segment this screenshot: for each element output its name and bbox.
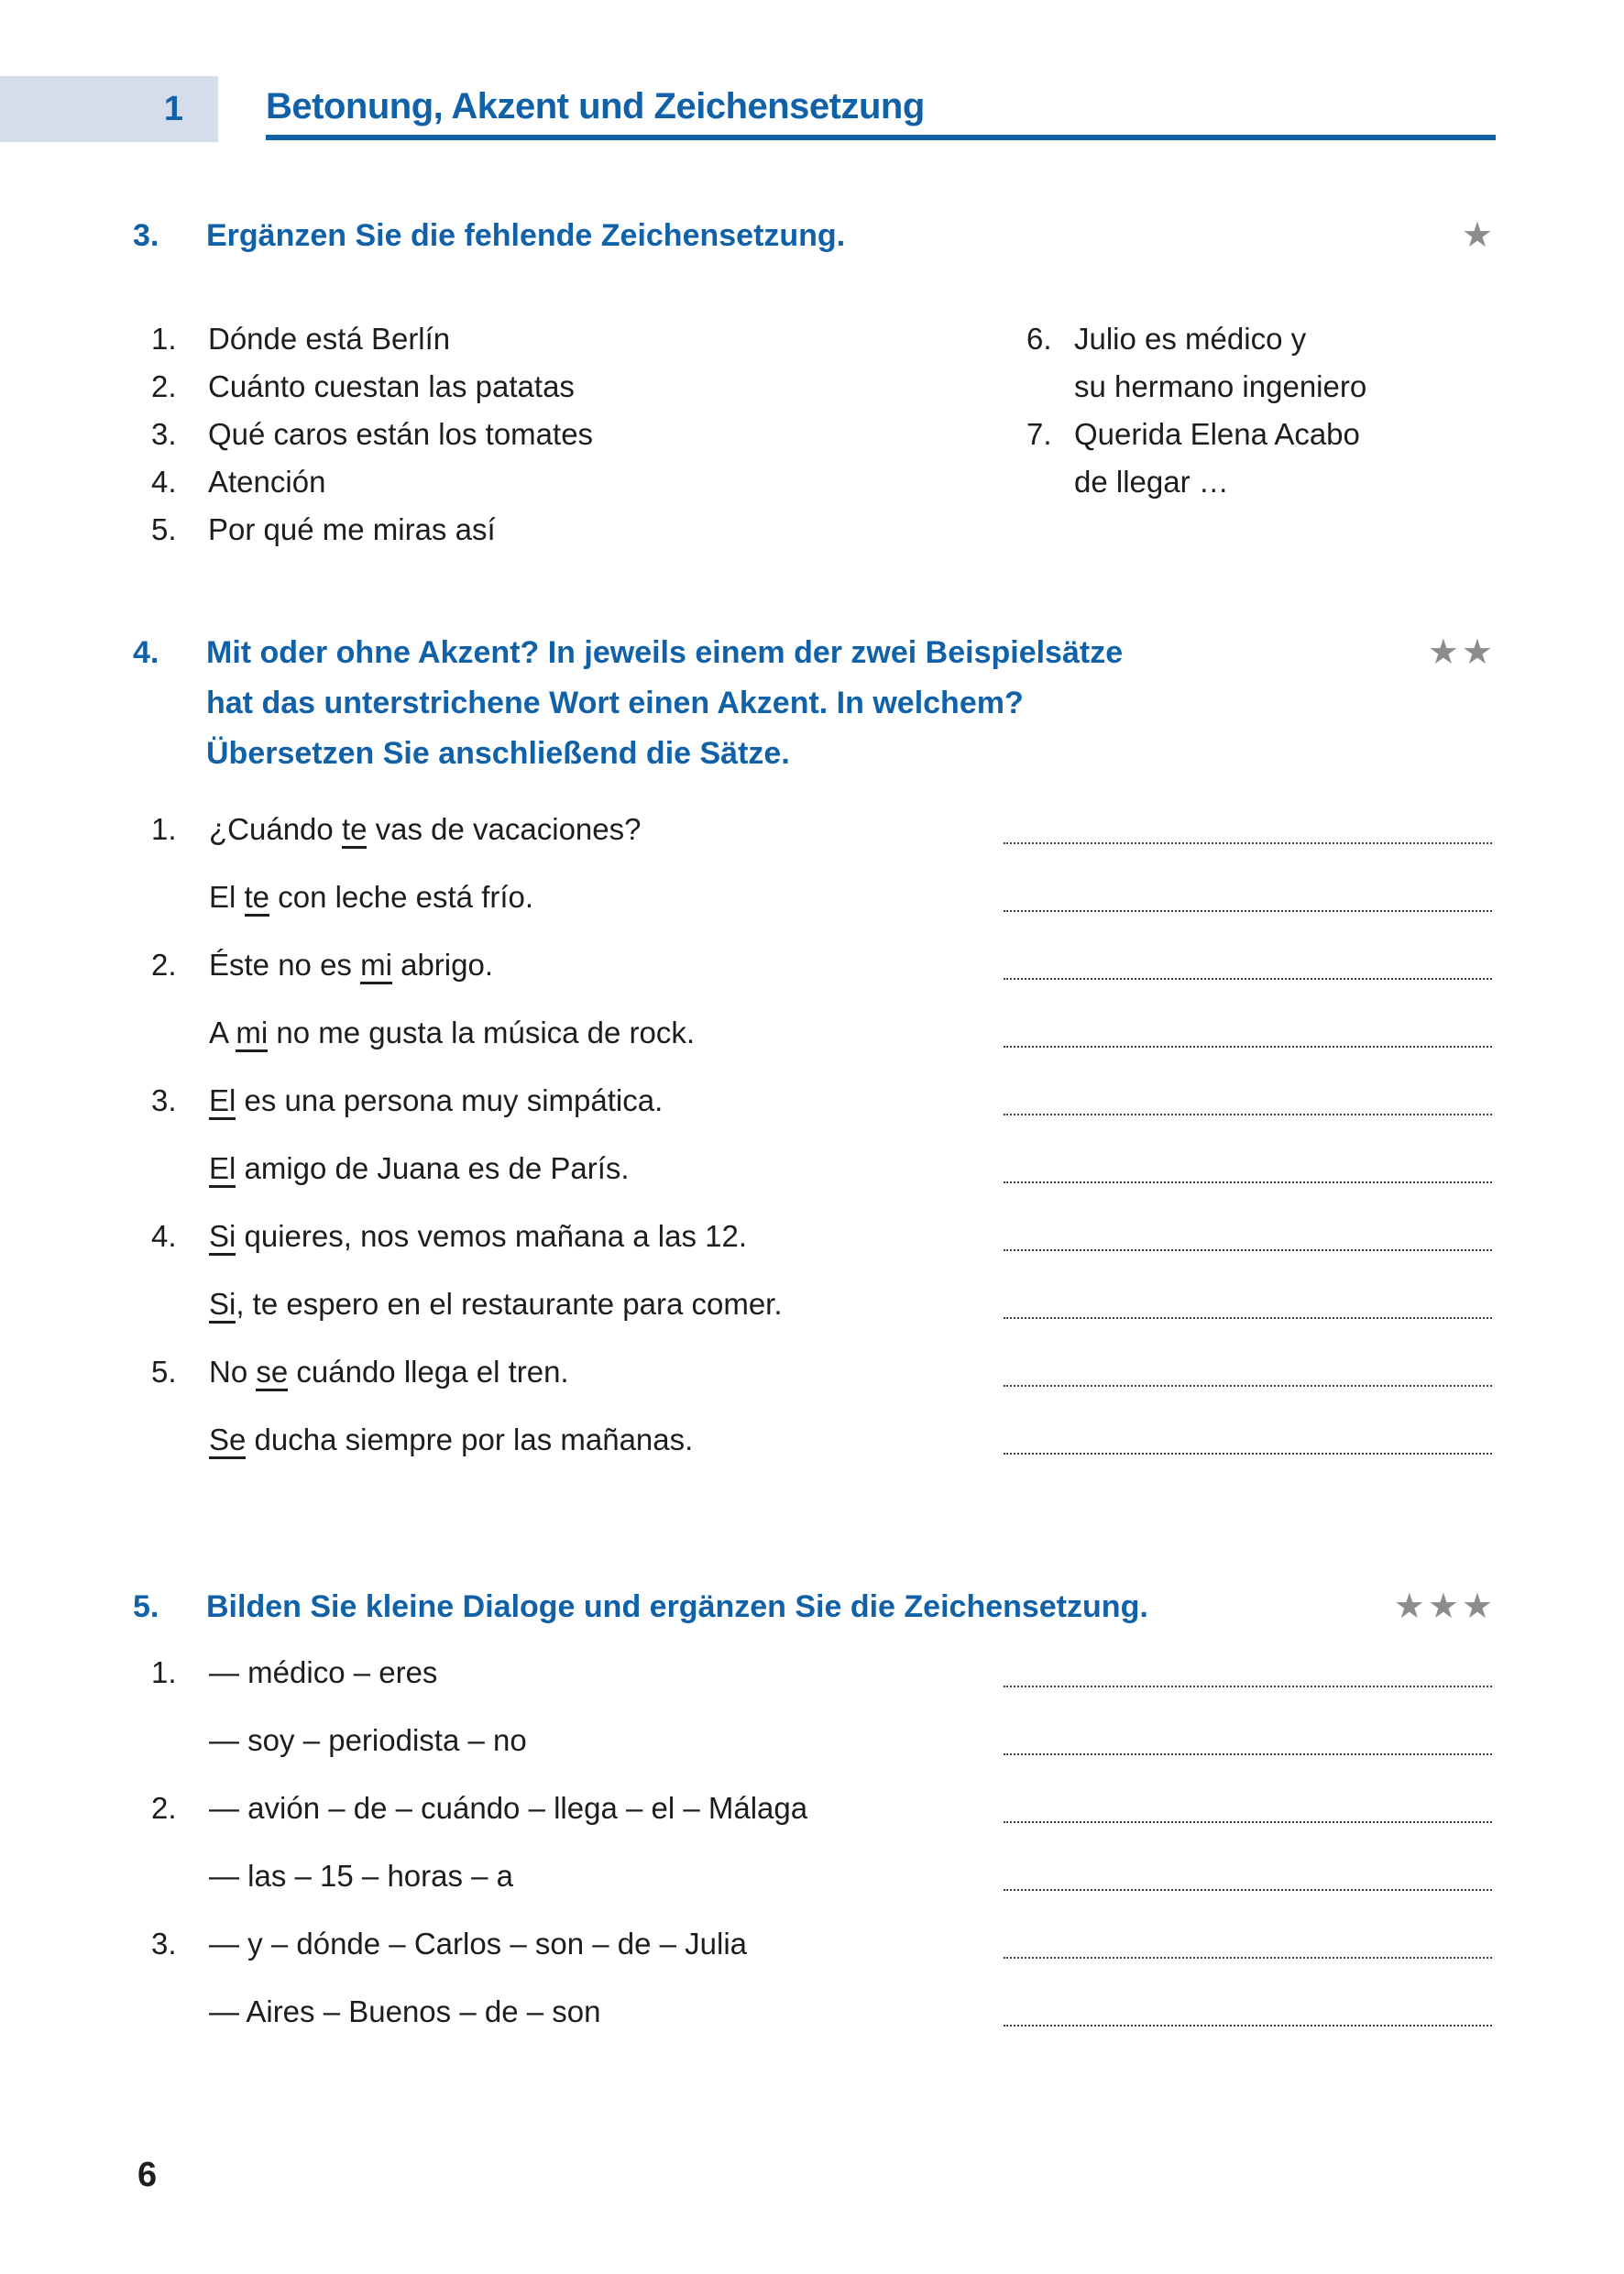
sentence-post: ducha siempre por las mañanas. [246, 1423, 694, 1456]
list-item [1026, 458, 1576, 506]
dialog-text: — avión – de – cuándo – llega – el – Málaga [209, 1791, 808, 1825]
item-text: Querida Elena Acabo [1074, 417, 1360, 451]
item-number: 5. [151, 1355, 177, 1389]
exercise-3-left-column [151, 315, 976, 554]
dialog-row [151, 1707, 1494, 1774]
item-text: de llegar … [1074, 465, 1229, 499]
chapter-title-rule [266, 135, 1496, 140]
item-number [1026, 458, 1074, 506]
answer-line[interactable] [1004, 1181, 1492, 1183]
sentence-post: amigo de Juana es de París. [236, 1151, 630, 1185]
sentence-pre: A [209, 1016, 236, 1049]
item-number: 2. [151, 948, 177, 982]
exercise-title-line: hat das unterstrichene Wort einen Akzent. In welchem? [206, 686, 1024, 720]
item-text: su hermano ingeniero [1074, 369, 1367, 403]
item-text: Dónde está Berlín [208, 322, 451, 356]
item-number: 1. [151, 322, 177, 356]
exercise-title: Ergänzen Sie die fehlende Zeichensetzung. [206, 218, 846, 253]
dialog-row [151, 1774, 1494, 1842]
dialog-text: — soy – periodista – no [209, 1723, 527, 1757]
dialog-text: — las – 15 – horas – a [209, 1859, 514, 1893]
item-number: 1. [151, 1655, 177, 1689]
sentence-pre: No [209, 1355, 257, 1389]
answer-line[interactable] [1004, 1889, 1492, 1891]
list-item [1026, 363, 1576, 411]
item-number: 2. [151, 1791, 177, 1825]
sentence-row [151, 1067, 1494, 1135]
underlined-word: se [256, 1355, 288, 1391]
exercise-title [206, 628, 1428, 779]
item-number: 2. [151, 369, 177, 403]
item-number: 3. [151, 417, 177, 451]
sentence-post: abrigo. [391, 948, 494, 982]
sentence-row [151, 863, 1494, 931]
list-item [151, 363, 976, 411]
item-number [1026, 363, 1074, 411]
dialog-text: — Aires – Buenos – de – son [209, 1994, 601, 2028]
underlined-word: te [342, 812, 368, 849]
list-item [151, 411, 976, 458]
difficulty-stars-icon: ★★★ [1393, 1587, 1496, 1626]
item-number: 5. [151, 512, 177, 546]
item-number: 4. [151, 465, 177, 499]
exercise-5-heading [133, 1582, 1496, 1632]
list-item [1026, 411, 1576, 458]
answer-line[interactable] [1004, 2025, 1492, 2027]
dialog-row [151, 1910, 1494, 1978]
dialog-row [151, 1842, 1494, 1910]
item-number: 1. [151, 812, 177, 846]
underlined-word: Se [209, 1423, 246, 1459]
item-text: Qué caros están los tomates [208, 417, 594, 451]
answer-line[interactable] [1004, 1249, 1492, 1251]
answer-line[interactable] [1004, 1114, 1492, 1115]
exercise-4-heading [133, 628, 1496, 779]
answer-line[interactable] [1004, 842, 1492, 844]
sentence-row [151, 931, 1494, 999]
exercise-5-items [151, 1639, 1494, 2046]
underlined-word: El [209, 1083, 236, 1120]
sentence-post: cuándo llega el tren. [288, 1355, 569, 1389]
underlined-word: mi [236, 1016, 268, 1052]
sentence-pre: ¿Cuándo [209, 812, 342, 846]
answer-line[interactable] [1004, 1957, 1492, 1959]
item-text: Julio es médico y [1074, 322, 1307, 356]
sentence-row [151, 999, 1494, 1067]
sentence-post: no me gusta la música de rock. [268, 1016, 696, 1049]
list-item [151, 315, 976, 363]
item-number: 3. [151, 1927, 177, 1961]
sentence-row [151, 796, 1494, 863]
answer-line[interactable] [1004, 978, 1492, 980]
list-item [1026, 315, 1576, 363]
answer-line[interactable] [1004, 1385, 1492, 1387]
sentence-row [151, 1203, 1494, 1270]
answer-line[interactable] [1004, 910, 1492, 912]
item-number: 3. [151, 1083, 177, 1117]
exercise-4-items [151, 796, 1494, 1474]
answer-line[interactable] [1004, 1317, 1492, 1319]
answer-line[interactable] [1004, 1753, 1492, 1755]
list-item [151, 458, 976, 506]
exercise-number: 5. [133, 1589, 159, 1624]
chapter-number: 1 [163, 89, 183, 128]
sentence-post: quieres, nos vemos mañana a las 12. [236, 1219, 747, 1253]
sentence-post: es una persona muy simpática. [236, 1083, 664, 1117]
underlined-word: Si [209, 1219, 236, 1256]
difficulty-star-icon: ★ [1461, 216, 1496, 255]
exercise-number: 3. [133, 218, 159, 253]
item-number: 7. [1026, 417, 1052, 451]
exercise-3-right-column [1026, 315, 1576, 506]
dialog-row [151, 1978, 1494, 2046]
underlined-word: Si [209, 1287, 236, 1324]
sentence-post: vas de vacaciones? [367, 812, 642, 846]
chapter-title: Betonung, Akzent und Zeichensetzung [266, 85, 925, 126]
exercise-3-heading [133, 211, 1496, 261]
underlined-word: El [209, 1151, 236, 1188]
item-text: Cuánto cuestan las patatas [208, 369, 575, 403]
item-text: Por qué me miras así [208, 512, 496, 546]
exercise-title: Bilden Sie kleine Dialoge und ergänzen Sie die Zeichensetzung. [206, 1589, 1148, 1624]
sentence-row [151, 1270, 1494, 1338]
sentence-post: , te espero en el restaurante para comer. [236, 1287, 783, 1321]
answer-line[interactable] [1004, 1453, 1492, 1455]
chapter-number-tab [0, 76, 218, 142]
item-number: 6. [1026, 322, 1052, 356]
dialog-row [151, 1639, 1494, 1707]
exercise-title-line: Übersetzen Sie anschließend die Sätze. [206, 736, 790, 771]
dialog-text: — médico – eres [209, 1655, 438, 1689]
sentence-pre: El [209, 880, 245, 914]
difficulty-stars-icon: ★★ [1427, 633, 1496, 672]
sentence-row [151, 1135, 1494, 1203]
item-text: Atención [208, 465, 326, 499]
sentence-post: con leche está frío. [269, 880, 534, 914]
underlined-word: te [245, 880, 270, 917]
answer-line[interactable] [1004, 1686, 1492, 1687]
exercise-number: 4. [133, 635, 159, 670]
sentence-row [151, 1406, 1494, 1474]
exercise-title-line: Mit oder ohne Akzent? In jeweils einem der zwei Beispielsätze [206, 635, 1124, 670]
sentence-row [151, 1338, 1494, 1406]
list-item [151, 506, 976, 554]
answer-line[interactable] [1004, 1046, 1492, 1048]
item-number: 4. [151, 1219, 177, 1253]
underlined-word: mi [360, 948, 392, 984]
sentence-pre: Éste no es [209, 948, 361, 982]
dialog-text: — y – dónde – Carlos – son – de – Julia [209, 1927, 748, 1961]
page-number: 6 [137, 2156, 158, 2194]
answer-line[interactable] [1004, 1821, 1492, 1823]
